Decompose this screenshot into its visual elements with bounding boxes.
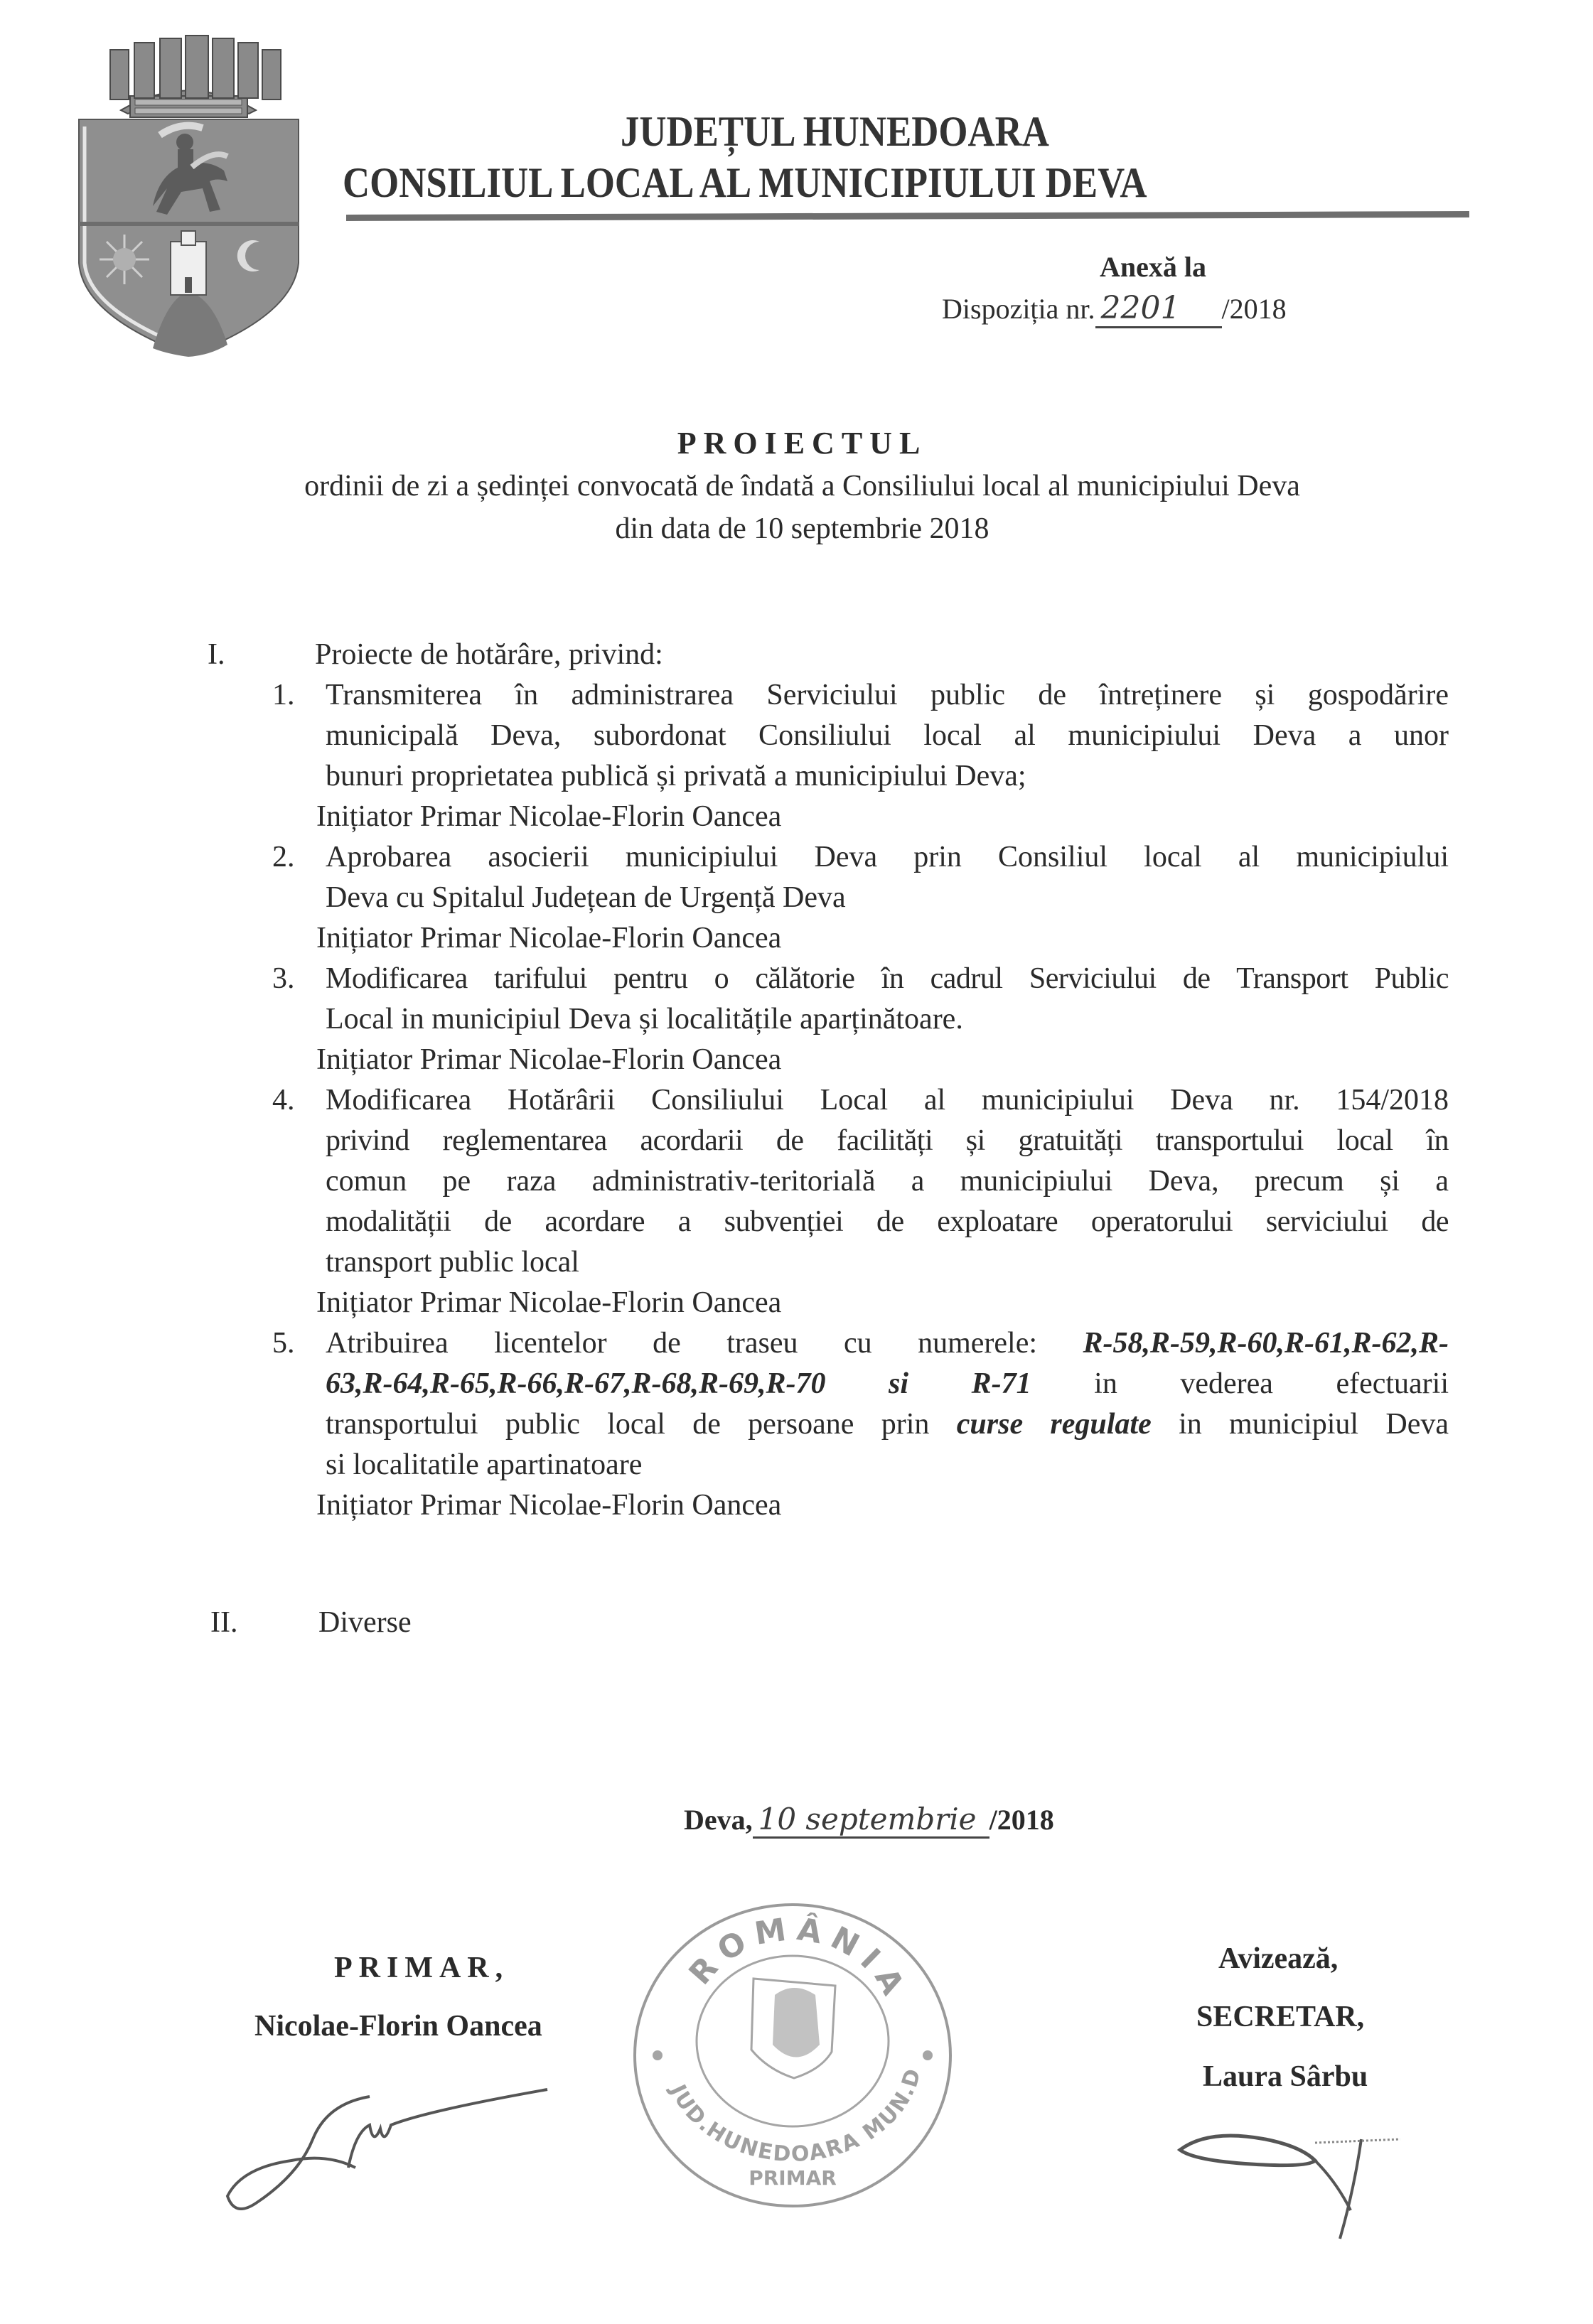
disposition-number: 2201	[1095, 290, 1222, 328]
emphasis-text: curse regulate	[956, 1408, 1152, 1441]
stamp-bottom-text: JUD.HUNEDOARA MUN.D	[665, 2065, 927, 2168]
item-text: transportului public local de persoane prin	[326, 1408, 930, 1441]
stamp-top-text: ROMÂNIA	[682, 1910, 915, 2008]
place-date	[684, 1802, 1054, 1839]
item-initiator: Inițiator Primar Nicolae-Florin Oancea	[316, 1489, 782, 1522]
mayor-title: PRIMAR,	[334, 1952, 510, 1984]
item-line: comun pe raza administrativ-teritorială a municipiului Deva, precum și a	[326, 1165, 1449, 1198]
mayor-name: Nicolae-Florin Oancea	[254, 2010, 542, 2043]
annex-label: Anexă la	[1100, 251, 1206, 283]
place-label: Deva,	[684, 1804, 753, 1836]
header-divider	[346, 211, 1469, 221]
council-title: CONSILIUL LOCAL AL MUNICIPIULUI DEVA	[343, 159, 1147, 206]
secretary-name: Laura Sârbu	[1203, 2060, 1368, 2093]
item-number: 3.	[272, 962, 295, 995]
handwritten-date: 10 septembrie	[753, 1802, 989, 1839]
item-initiator: Inițiator Primar Nicolae-Florin Oancea	[316, 922, 782, 954]
project-title: PROIECTUL	[677, 426, 928, 461]
section-numeral-2: II.	[210, 1606, 238, 1639]
secretary-title: SECRETAR,	[1196, 2001, 1365, 2033]
section-heading-2: Diverse	[318, 1606, 412, 1639]
item-line: bunuri proprietatea publică și privată a municipiului Deva;	[326, 760, 1026, 792]
item-initiator: Inițiator Primar Nicolae-Florin Oancea	[316, 800, 782, 833]
route-codes: R-58,R-59,R-60,R-61,R-62,R-	[1083, 1327, 1449, 1360]
item-initiator: Inițiator Primar Nicolae-Florin Oancea	[316, 1043, 782, 1076]
item-line: modalității de acordare a subvenției de exploatare operatorului serviciului de	[326, 1205, 1449, 1238]
county-title: JUDEȚUL HUNEDOARA	[621, 108, 1049, 155]
section-heading-1: Proiecte de hotărâre, privind:	[315, 638, 663, 671]
item-initiator: Inițiator Primar Nicolae-Florin Oancea	[316, 1286, 782, 1319]
item-line: Modificarea Hotărârii Consiliului Local al municipiului Deva nr. 154/2018	[326, 1084, 1449, 1117]
item-line: Local in municipiul Deva și localitățile aparținătoare.	[326, 1003, 963, 1035]
project-subtitle: ordinii de zi a ședinței convocată de îndată a Consiliului local al municipiului Deva	[304, 470, 1300, 502]
official-stamp-icon	[629, 1899, 956, 2212]
item-line: Aprobarea asocierii municipiului Deva prin Consiliul local al municipiului	[326, 841, 1449, 873]
project-date: din data de 10 septembrie 2018	[615, 512, 989, 545]
endorse-label: Avizează,	[1218, 1942, 1339, 1975]
item-line: municipală Deva, subordonat Consiliului local al municipiului Deva a unor	[326, 719, 1449, 752]
item-text: in vederea efectuarii	[1094, 1367, 1449, 1400]
item-line	[326, 1406, 1449, 1442]
item-number: 5.	[272, 1327, 295, 1360]
route-conjunction: si	[889, 1367, 909, 1400]
item-number: 1.	[272, 679, 295, 711]
disposition-year: /2018	[1221, 293, 1287, 325]
disposition-line	[942, 290, 1287, 328]
item-line: Transmiterea în administrarea Serviciului public de întreținere și gospodărire	[326, 679, 1449, 711]
item-text: in municipiul Deva	[1179, 1408, 1449, 1441]
disposition-prefix: Dispoziția nr.	[942, 293, 1095, 325]
secretary-signature-icon	[1166, 2125, 1422, 2246]
item-line	[326, 1366, 1449, 1402]
date-year: /2018	[989, 1804, 1054, 1836]
item-line: transport public local	[326, 1246, 579, 1279]
mayor-signature-icon	[213, 2082, 554, 2225]
item-text: Atribuirea licentelor de traseu cu numerele:	[326, 1327, 1038, 1360]
item-line: Deva cu Spitalul Județean de Urgență Deva	[326, 881, 846, 914]
section-numeral-1: I.	[208, 638, 225, 671]
coat-of-arms-icon	[68, 28, 309, 362]
item-line: si localitatile apartinatoare	[326, 1448, 643, 1481]
stamp-inner-text: PRIMAR	[749, 2166, 837, 2190]
item-line: Modificarea tarifului pentru o călătorie în cadrul Serviciului de Transport Public	[326, 962, 1449, 995]
item-line: privind reglementarea acordarii de facilități și gratuități transportului local în	[326, 1124, 1449, 1157]
item-number: 4.	[272, 1084, 295, 1117]
item-number: 2.	[272, 841, 295, 873]
route-codes: 63,R-64,R-65,R-66,R-67,R-68,R-69,R-70	[326, 1367, 826, 1400]
route-codes: R-71	[971, 1367, 1031, 1400]
item-line	[326, 1325, 1449, 1361]
